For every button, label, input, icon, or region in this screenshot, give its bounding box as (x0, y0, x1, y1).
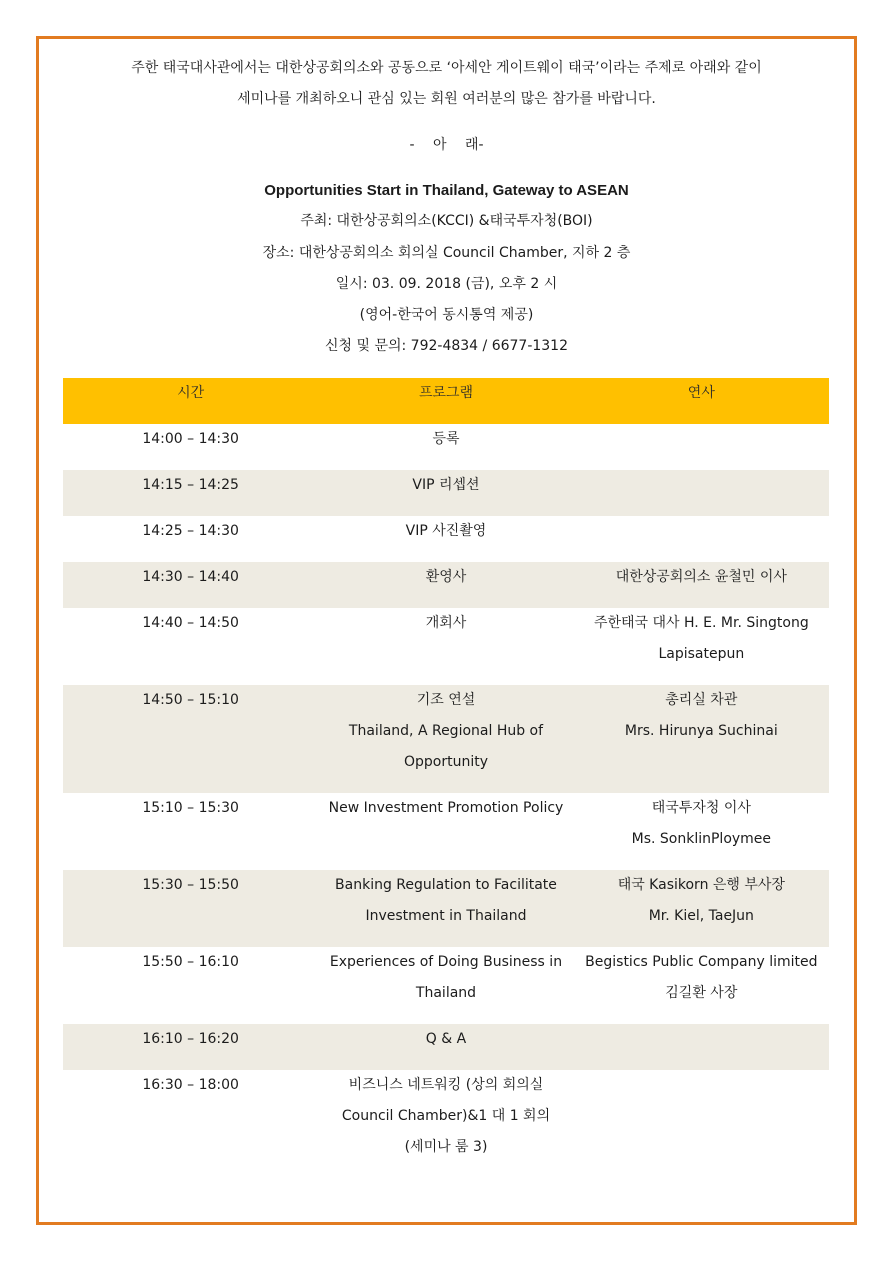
cell-program: VIP 리셉션 (318, 470, 573, 516)
schedule-body (63, 424, 829, 1178)
cell-program: 환영사 (318, 562, 573, 608)
cell-time: 14:30 – 14:40 (63, 562, 318, 608)
cell-program: New Investment Promotion Policy (328, 800, 564, 816)
column-header-time: 시간 (63, 378, 318, 424)
cell-program: 비즈니스 네트워킹 (상의 회의실 Council Chamber)&1 대 1 회의 (세미나 룸 3) (341, 1077, 551, 1155)
table-row (63, 1070, 829, 1178)
event-details (0, 175, 893, 363)
schedule-header-row (63, 378, 829, 424)
cell-time: 14:00 – 14:30 (142, 431, 239, 447)
cell-time: 14:15 – 14:25 (63, 470, 318, 516)
cell-speaker (574, 1070, 829, 1178)
event-venue: 장소: 대한상공회의소 회의실 Council Chamber, 지하 2 층 (262, 244, 631, 261)
cell-speaker (574, 1024, 829, 1070)
event-contact: 신청 및 문의: 792-4834 / 6677-1312 (324, 338, 569, 355)
column-header-speaker: 연사 (574, 378, 829, 424)
intro-line-1: 주한 태국대사관에서는 대한상공회의소와 공동으로 ‘아세안 게이트웨이 태국’이라는 주제로 아래와 같이 (131, 60, 762, 76)
event-interpretation: (영어-한국어 동시통역 제공) (359, 307, 534, 324)
cell-program: Experiences of Doing Business in Thailand (329, 954, 563, 1001)
table-row (63, 470, 829, 516)
column-header-program: 프로그램 (318, 378, 573, 424)
event-host: 주최: 대한상공회의소(KCCI) &태국투자청(BOI) (300, 213, 593, 230)
cell-speaker: 태국투자청 이사 Ms. SonklinPloymee (631, 800, 772, 847)
cell-speaker (574, 424, 829, 470)
table-row (63, 424, 829, 470)
cell-speaker: 총리실 차관 Mrs. Hirunya Suchinai (574, 685, 829, 793)
event-datetime: 일시: 03. 09. 2018 (금), 오후 2 시 (335, 275, 558, 292)
event-title: Opportunities Start in Thailand, Gateway to ASEAN (264, 182, 629, 199)
table-row (63, 516, 829, 562)
table-row (63, 685, 829, 793)
cell-time: 14:50 – 15:10 (63, 685, 318, 793)
table-row (63, 1024, 829, 1070)
table-row (63, 562, 829, 608)
notice-marker: - 아 래- (409, 137, 484, 153)
intro-line-2: 세미나를 개최하오니 관심 있는 회원 여러분의 많은 참가를 바랍니다. (237, 91, 656, 107)
cell-time: 16:30 – 18:00 (142, 1077, 239, 1093)
table-row (63, 947, 829, 1024)
cell-speaker: 주한태국 대사 H. E. Mr. Singtong Lapisatepun (593, 615, 809, 662)
cell-time: 15:10 – 15:30 (142, 800, 239, 816)
table-row (63, 793, 829, 870)
cell-time: 16:10 – 16:20 (63, 1024, 318, 1070)
cell-program: Q & A (318, 1024, 573, 1070)
cell-speaker: Begistics Public Company limited 김길환 사장 (585, 954, 818, 1001)
table-row (63, 608, 829, 685)
cell-time: 14:25 – 14:30 (142, 523, 239, 539)
cell-speaker (574, 470, 829, 516)
cell-program: 개회사 (425, 615, 467, 631)
cell-program: 등록 (432, 431, 460, 447)
table-row (63, 870, 829, 947)
cell-program: VIP 사진촬영 (405, 523, 487, 539)
cell-program: 기조 연설 Thailand, A Regional Hub of Opportunity (318, 685, 573, 793)
cell-speaker (574, 516, 829, 562)
cell-speaker: 대한상공회의소 윤철민 이사 (574, 562, 829, 608)
cell-program: Banking Regulation to Facilitate Investment in Thailand (318, 870, 573, 947)
schedule-table (63, 378, 829, 1178)
intro-paragraph (0, 53, 893, 115)
cell-time: 15:50 – 16:10 (142, 954, 239, 970)
cell-time: 14:40 – 14:50 (142, 615, 239, 631)
cell-time: 15:30 – 15:50 (63, 870, 318, 947)
cell-speaker: 태국 Kasikorn 은행 부사장 Mr. Kiel, TaeJun (574, 870, 829, 947)
